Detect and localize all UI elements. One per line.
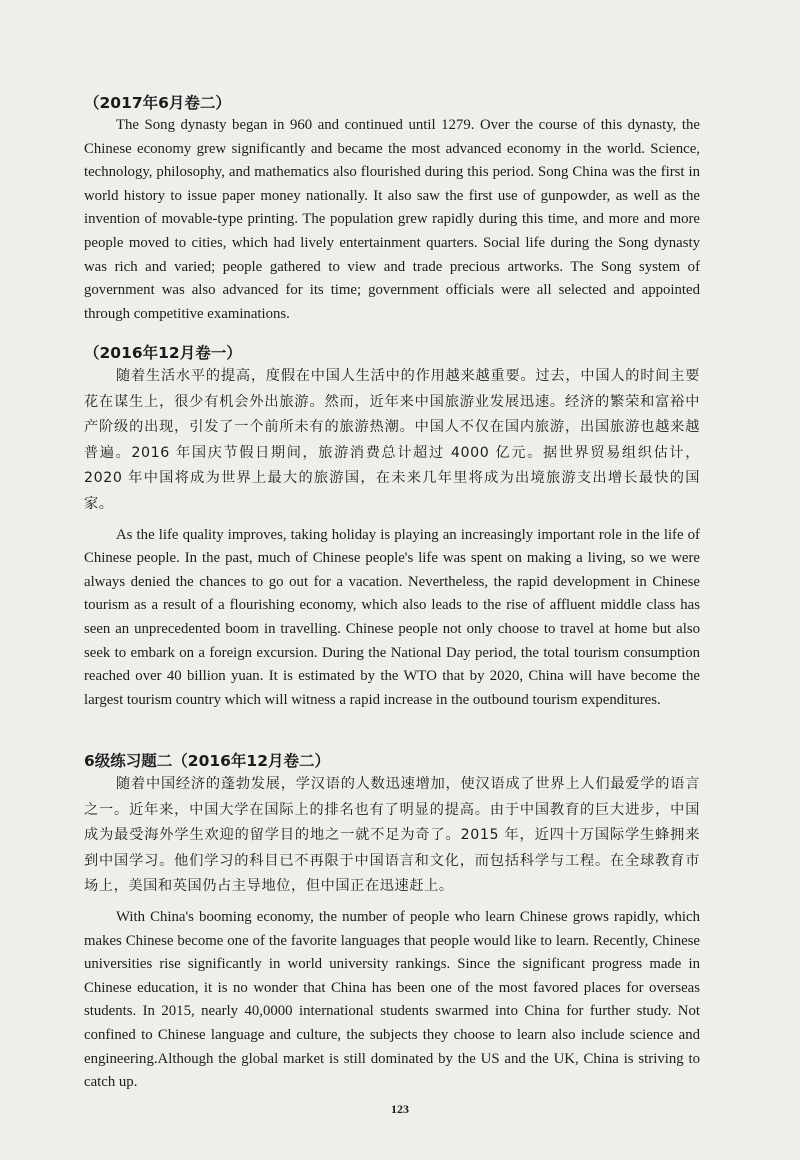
english-paragraph: With China's booming economy, the number of people who learn Chinese grows rapidly, which makes Chinese become one of the favorite languages that people would like to learn. Recently, Chinese universities rise significantly in world university rankings. Since the significant progress made in Chinese education, it is no wonder that China has been one of the most favored places for overseas students. In 2015, nearly 40,0000 international students swarmed into China for further study. Not confined to Chinese language and culture, the subjects they choose to learn also include science and engineering.Although the global market is still dominated by the US and the UK, China is striving to catch up. <box>84 908 700 1091</box>
section-heading: 6级练习题二（2016年12月卷二） <box>84 752 330 770</box>
section-heading: （2017年6月卷二） <box>84 94 231 112</box>
section-practice-2 <box>84 750 700 1095</box>
chinese-paragraph: 随着中国经济的蓬勃发展，学汉语的人数迅速增加，使汉语成了世界上人们最爱学的语言之一。近年来，中国大学在国际上的排名也有了明显的提高。由于中国教育的巨大进步，中国成为最受海外学生欢迎的留学目的地之一就不足为奇了。2015 年，近四十万国际学生蜂拥来到中国学习。他们学习的科目已不再限于中国语言和文化，而包括科学与工程。在全球教育市场上，美国和英国仍占主导地位，但中国正在迅速赶上。 <box>84 776 700 895</box>
english-paragraph: The Song dynasty began in 960 and continued until 1279. Over the course of this dynasty, the Chinese economy grew significantly and became the most advanced economy in the world. Science, technology, philosophy, and mathematics also flourished during this period. Song China was the first in world history to issue paper money nationally. It also saw the first use of gunpowder, as well as the invention of movable-type printing. The population grew rapidly during this time, and more and more people moved to cities, which had lively entertainment quarters. Social life during the Song dynasty was rich and varied; people gathered to view and trade precious artworks. The Song system of government was also advanced for its time; government officials were all selected and appointed through competitive examinations. <box>84 117 700 322</box>
chinese-paragraph: 随着生活水平的提高，度假在中国人生活中的作用越来越重要。过去，中国人的时间主要花在谋生上，很少有机会外出旅游。然而，近年来中国旅游业发展迅速。经济的繁荣和富裕中产阶级的出现，引发了一个前所未有的旅游热潮。中国人不仅在国内旅游，出国旅游也越来越普遍。2016 年国庆节假日期间，旅游消费总计超过 4000 亿元。据世界贸易组织估计，2020 年中国将成为世界上最大的旅游国，在未来几年里将成为出境旅游支出增长最快的国家。 <box>84 368 700 512</box>
english-paragraph: As the life quality improves, taking holiday is playing an increasingly important role in the life of Chinese people. In the past, much of Chinese people's life was spent on making a living, so we were always denied the chances to go out for a vacation. Nevertheless, the rapid development in Chinese tourism as a result of a flourishing economy, which also leads to the rise of affluent middle class has seen an unprecedented boom in travelling. Chinese people not only choose to travel at home but also seek to embark on a foreign excursion. During the National Day period, the total tourism consumption reached over 40 billion yuan. It is estimated by the WTO that by 2020, China will have become the largest tourism country which will witness a rapid increase in the outbound tourism expenditures. <box>84 526 700 708</box>
section-2017-june <box>84 92 700 326</box>
section-heading: （2016年12月卷一） <box>84 344 242 362</box>
page-number: 123 <box>391 1102 409 1116</box>
section-2016-dec-paper-1 <box>84 342 700 712</box>
